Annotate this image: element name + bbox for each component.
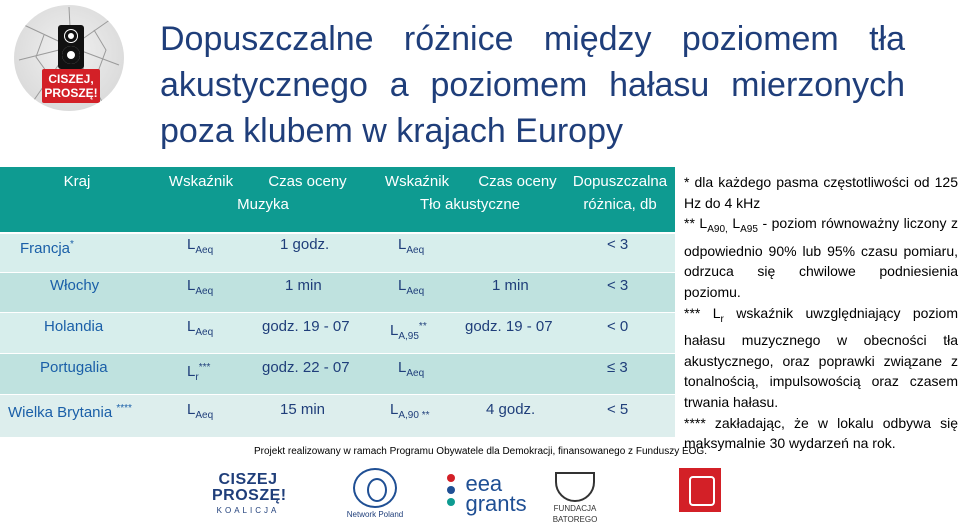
background-indicator: $L_{Aeq}$ [398,236,425,256]
header-muzyka: Muzyka [237,196,289,213]
country-cell: Francja* [20,239,74,257]
background-time: godz. 19 - 07 [465,318,553,335]
note-2: ** $L_{A90,}$ $L_{A95}$ - poziom równoważny liczony z odpowiednio 90% lub 95% czasu pomiaru, odrzuca się chwilowe podniesienia poziomu. [684,215,958,300]
polish-foundation-logo [670,468,730,512]
table-row [0,272,675,312]
background-indicator: $L_{A,90 **}$ [390,401,430,421]
foundation-emblem-icon [679,468,721,512]
speaker-icon [58,25,84,69]
background-time: 1 min [492,277,529,294]
music-time: godz. 22 - 07 [262,359,350,376]
header-dopuszczalna: Dopuszczalna [572,173,668,190]
background-indicator: $L_{A,95}^{**}$ [390,321,427,342]
sponsor-logos [200,468,920,525]
page-title: Dopuszczalne różnice między poziomem tła akustycznego a poziomem hałasu mierzonych poza klubem w krajach Europy [160,20,905,150]
koalicja-text: KOALICJA [216,506,280,515]
badge-line-2: PROSZĘ! [44,86,98,100]
country-cell: Wielka Brytania **** [8,403,132,421]
header-czas-tlo: Czas oceny [478,173,557,190]
global-compact-logo [340,468,410,519]
batorego-text: BATOREGO [552,515,598,524]
music-indicator: $L_{Aeq}$ [187,236,214,256]
header-tlo-akustyczne: Tło akustyczne [419,196,521,213]
row-separator [0,394,675,395]
network-poland-text: Network Poland [346,510,404,519]
fundacja-batorego-logo [530,472,620,524]
table-row [0,232,675,272]
header-wskaznik-muzyka: Wskaźnik [168,173,234,190]
ciszej-text: CISZEJ [218,471,278,488]
country-cell: Włochy [50,277,100,294]
project-note: Projekt realizowany w ramach Programu Obywatele dla Demokracji, finansowanego z Funduszy EOG. [254,446,707,457]
fundacja-text: FUNDACJA [553,504,597,513]
music-indicator: $L_{Aeq}$ [187,401,214,421]
shield-icon [555,472,595,502]
header-separator [0,232,675,234]
globe-icon [353,468,397,508]
allowed-difference: ≤ 3 [607,359,628,376]
music-time: godz. 19 - 07 [262,318,350,335]
background-time: 4 godz. [486,401,536,418]
country-cell: Portugalia [40,359,108,376]
row-separator [0,272,675,273]
eea-grants-text: eea grants [465,471,527,516]
header-czas-muzyka: Czas oceny [268,173,347,190]
eea-dots-icon [445,474,457,514]
header-wskaznik-tlo: Wskaźnik [384,173,450,190]
country-cell: Holandia [44,318,104,335]
ciszej-prosze-logo [14,5,124,111]
row-separator [0,353,675,354]
note-3: *** $L_r$ wskaźnik uwzględniający poziom hałasu muzycznego w obecności tła akustycznego, oraz poprawki związane z tonalnością, impulsowością oraz czasem trwania hałasu. [684,304,958,410]
allowed-difference: < 3 [607,236,629,253]
badge-line-1: CISZEJ, [48,72,94,86]
header-kraj: Kraj [63,173,91,190]
header-roznica: różnica, db [583,196,657,213]
eea-grants-logo [445,471,527,516]
music-indicator: $L_{Aeq}$ [187,318,214,338]
music-time: 1 godz. [280,236,330,253]
background-indicator: $L_{Aeq}$ [398,359,425,379]
prosze-text: PROSZĘ! [212,487,287,504]
music-indicator: $L_{Aeq}$ [187,277,214,297]
music-indicator: $L_r^{***}$ [187,362,211,383]
music-time: 15 min [280,401,326,418]
note-4: **** zakładając, że w lokalu odbywa się maksymalnie 30 wydarzeń na rok. [684,414,958,452]
row-separator [0,312,675,313]
allowed-difference: < 0 [607,318,629,335]
logo-badge [42,69,100,103]
music-time: 1 min [285,277,322,294]
footnotes [684,172,958,454]
allowed-difference: < 5 [607,401,629,418]
allowed-difference: < 3 [607,277,629,294]
background-indicator: $L_{Aeq}$ [398,277,425,297]
ciszej-prosze-koalicja-logo [212,471,287,515]
note-1: * dla każdego pasma częstotliwości od 125 Hz do 4 kHz [684,174,958,211]
